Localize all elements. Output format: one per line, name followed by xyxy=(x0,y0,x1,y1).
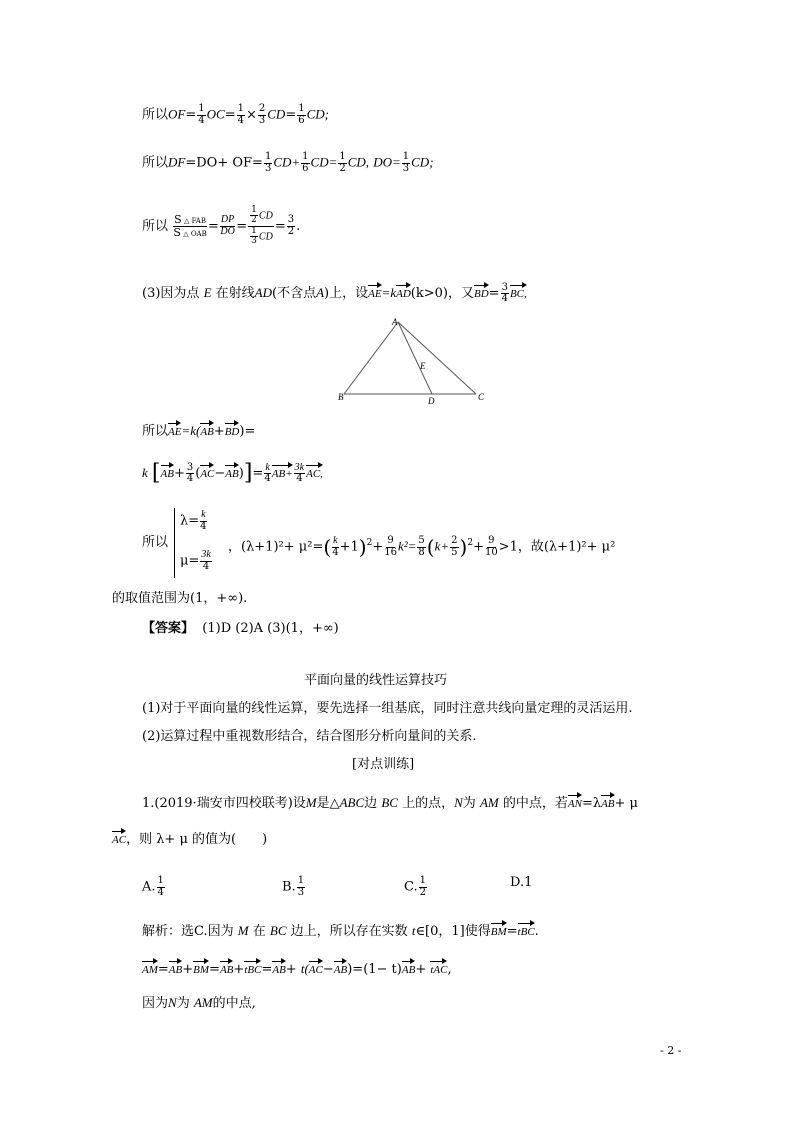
question-1-line-1: 1.(2019·瑞安市四校联考)设M是△ABC边 BC 上的点，N为 AM 的中点，若AN=λAB+ μ xyxy=(142,792,638,810)
question-1-line-2: AC，则 λ+ μ 的值为( ) xyxy=(112,828,267,846)
training-heading: [对点训练] xyxy=(352,757,415,772)
system-mu: μ= $\frac{3k}{4}$ xyxy=(180,549,211,572)
tip-1: (1)对于平面向量的线性运算，要先选择一组基底，同时注意共线向量定理的灵活运用. xyxy=(142,701,633,716)
label-e: E xyxy=(420,361,426,371)
answer-line xyxy=(142,622,339,635)
tips-title: 平面向量的线性运算技巧 xyxy=(304,673,448,688)
system-brace xyxy=(174,508,175,578)
eq-line-5: 所以AE=k(AB+BD)= xyxy=(142,420,255,438)
label-d: D xyxy=(428,396,435,404)
range-result: 的取值范围为(1，+∞). xyxy=(112,591,248,606)
solution-line-3: 因为N为 AM的中点, xyxy=(142,995,256,1011)
eq-line-7: ，(λ+1)²+ μ²=( $\frac{k}{4}$ +1)$^2$+ $\frac{9}{16}$ k²= $\frac{5}{8}$ (k+ $\frac{2}{5}$ )$^2$+ $\frac{9}{10}$ >1，故(λ+1)²+ μ² xyxy=(228,535,616,559)
choice-a: A. $\frac{1}{4}$ xyxy=(142,875,164,898)
page-number: - 2 - xyxy=(660,1044,682,1057)
solution-line-2: AM=AB+BM=AB+tBC=AB+ t(AC−AB)=(1− t)AB+ tAC, xyxy=(142,958,452,976)
system-lambda: λ= $\frac{k}{4}$ xyxy=(180,509,207,532)
answer-text: (1)D (2)A (3)(1，+∞) xyxy=(202,621,339,636)
eq-line-2: 所以DF=DO+ OF= $\frac{1}{3}$ CD+ $\frac{1}{6}$ CD= $\frac{1}{2}$ CD, DO= $\frac{1}{3}$ CD; xyxy=(142,151,434,174)
label-b: B xyxy=(338,392,344,402)
eq-line-7-so: 所以 xyxy=(142,535,169,550)
eq-line-6: k [AB+ $\frac{3}{4}$ (AC−AB)]= $\frac{k}{4}$ AB+ $\frac{3k}{4}$ AC, xyxy=(142,460,323,486)
choice-b: B. $\frac{1}{3}$ xyxy=(282,875,305,898)
label-c: C xyxy=(478,392,485,402)
solution-line-1: 解析：选C.因为 M 在 BC 边上，所以存在实数 t∈[0，1]使得BM=tBC. xyxy=(142,920,539,938)
choice-d: D.1 xyxy=(510,875,533,890)
tip-2: (2)运算过程中重视数形结合，结合图形分析向量间的关系. xyxy=(142,729,477,744)
eq-line-1: 所以OF= $\frac{1}{4}$ OC= $\frac{1}{4}$ × $\frac{2}{3}$ CD= $\frac{1}{6}$ CD; xyxy=(142,103,329,126)
eq-line-3: 所以 S △ FAB S △ OAB = $\frac{DP}{DO}$ = $\frac{1}{2}$ CD $\frac{1}{3}$ CD = $\frac{3}{2}$ . xyxy=(142,205,301,247)
part3-intro: (3)因为点 E 在射线AD(不含点A)上，设AE=kAD(k>0)，又BD= $\frac{3}{4}$ BC, xyxy=(142,281,527,304)
choice-c: C. $\frac{1}{2}$ xyxy=(404,875,426,898)
label-a: A xyxy=(392,317,398,327)
triangle-figure xyxy=(330,312,500,404)
answer-label: 【答案】 xyxy=(142,621,195,636)
